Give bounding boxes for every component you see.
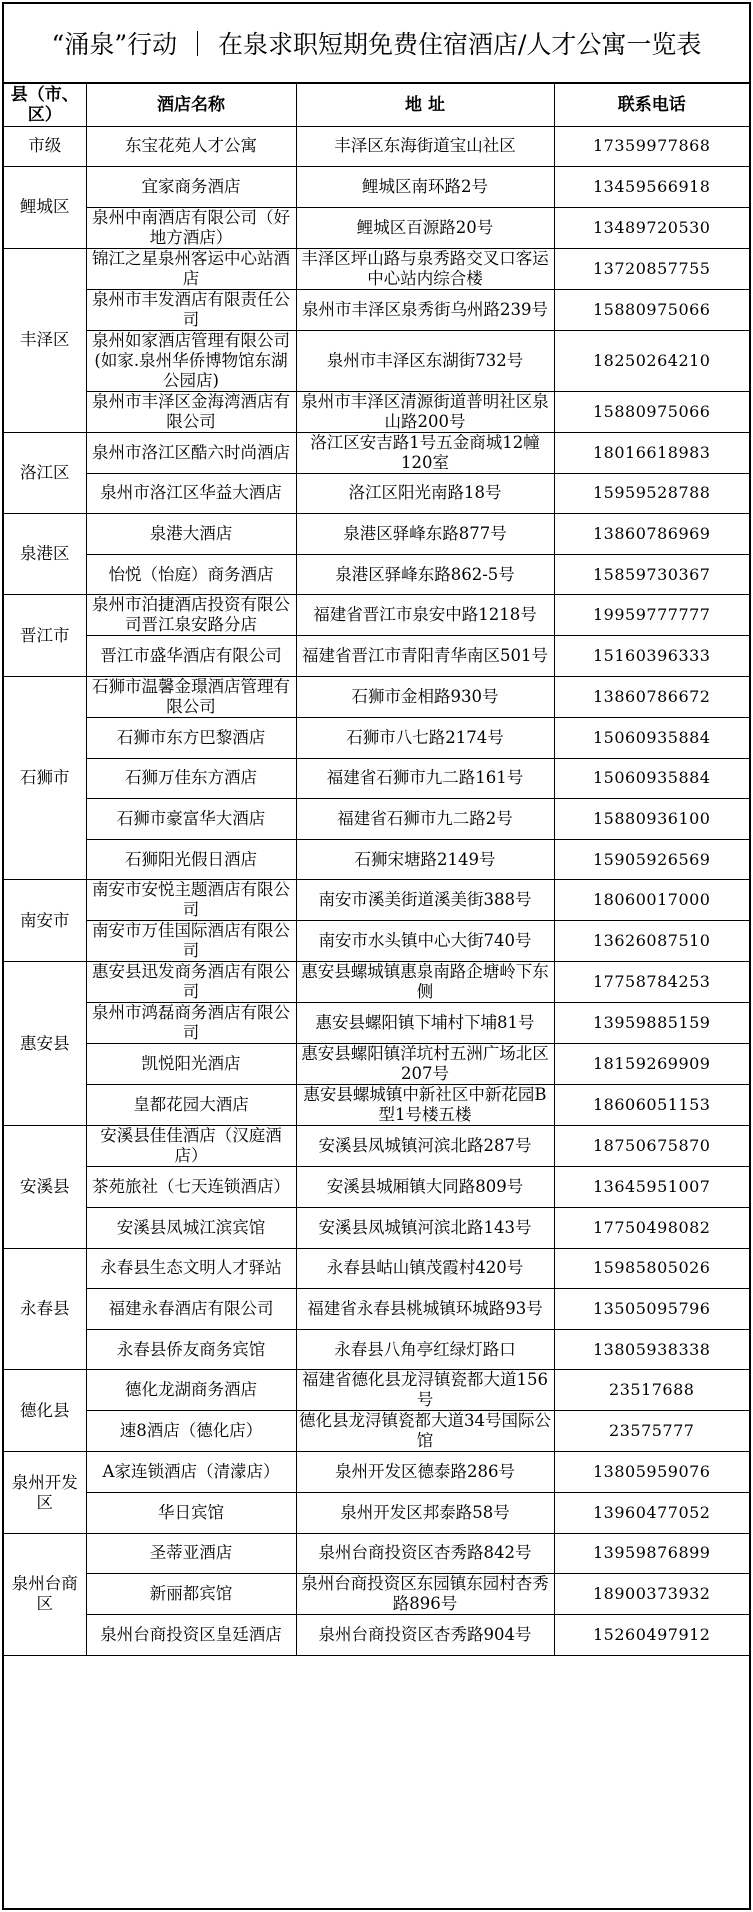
- hotel-name-cell: 凯悦阳光酒店: [86, 1044, 296, 1085]
- table-row: [4, 1452, 749, 1493]
- county-cell: 丰泽区: [4, 248, 86, 432]
- county-cell: 德化县: [4, 1370, 86, 1452]
- phone-cell: 18606051153: [554, 1085, 749, 1126]
- address-cell: 泉州台商投资区东园镇东园村杏秀路896号: [296, 1574, 554, 1615]
- phone-cell: 13959885159: [554, 1003, 749, 1044]
- county-cell: 市级: [4, 126, 86, 167]
- hotel-name-cell: 锦江之星泉州客运中心站酒店: [86, 248, 296, 289]
- phone-cell: 15880975066: [554, 391, 749, 432]
- table-row: [4, 391, 749, 432]
- phone-cell: 23517688: [554, 1370, 749, 1411]
- table-row: [4, 636, 749, 677]
- table-row: [4, 1003, 749, 1044]
- phone-cell: 23575777: [554, 1411, 749, 1452]
- county-cell: 泉港区: [4, 514, 86, 595]
- table-row: [4, 1085, 749, 1126]
- address-cell: 福建省石狮市九二路2号: [296, 799, 554, 840]
- hotel-name-cell: 皇都花园大酒店: [86, 1085, 296, 1126]
- hotel-name-cell: 石狮万佳东方酒店: [86, 758, 296, 799]
- table-row: [4, 1248, 749, 1289]
- hotel-name-cell: 圣蒂亚酒店: [86, 1533, 296, 1574]
- county-cell: 洛江区: [4, 432, 86, 514]
- address-cell: 南安市水头镇中心大街740号: [296, 921, 554, 962]
- table-row: [4, 1208, 749, 1249]
- address-cell: 安溪县城厢镇大同路809号: [296, 1167, 554, 1208]
- address-cell: 福建省永春县桃城镇环城路93号: [296, 1289, 554, 1330]
- county-cell: 永春县: [4, 1248, 86, 1370]
- header-county: 县（市、区）: [4, 84, 86, 126]
- address-cell: 洛江区阳光南路18号: [296, 473, 554, 514]
- header-phone: 联系电话: [554, 84, 749, 126]
- phone-cell: 13860786672: [554, 677, 749, 718]
- hotel-name-cell: 石狮市温馨金璟酒店管理有限公司: [86, 677, 296, 718]
- header-hotel-name: 酒店名称: [86, 84, 296, 126]
- address-cell: 鲤城区百源路20号: [296, 207, 554, 248]
- phone-cell: 13960477052: [554, 1493, 749, 1534]
- phone-cell: 18250264210: [554, 330, 749, 391]
- phone-cell: 15060935884: [554, 718, 749, 759]
- table-row: [4, 595, 749, 636]
- address-cell: 安溪县凤城镇河滨北路143号: [296, 1208, 554, 1249]
- table-row: [4, 289, 749, 330]
- hotel-name-cell: 南安市安悦主题酒店有限公司: [86, 880, 296, 921]
- address-cell: 福建省晋江市泉安中路1218号: [296, 595, 554, 636]
- header-address: 地 址: [296, 84, 554, 126]
- address-cell: 惠安县螺城镇惠泉南路企塘岭下东侧: [296, 962, 554, 1003]
- address-cell: 石狮宋塘路2149号: [296, 839, 554, 880]
- table-body: [4, 126, 749, 1655]
- phone-cell: 18900373932: [554, 1574, 749, 1615]
- address-cell: 惠安县螺阳镇洋坑村五洲广场北区207号: [296, 1044, 554, 1085]
- table-row: [4, 1126, 749, 1167]
- phone-cell: 17750498082: [554, 1208, 749, 1249]
- phone-cell: 13505095796: [554, 1289, 749, 1330]
- county-cell: 石狮市: [4, 677, 86, 880]
- address-cell: 石狮市金相路930号: [296, 677, 554, 718]
- page-title: “涌泉”行动 ｜ 在泉求职短期免费住宿酒店/人才公寓一览表: [4, 4, 749, 84]
- hotel-name-cell: 安溪县佳佳酒店（汉庭酒店）: [86, 1126, 296, 1167]
- phone-cell: 15905926569: [554, 839, 749, 880]
- phone-cell: 15260497912: [554, 1615, 749, 1656]
- hotel-name-cell: 南安市万佳国际酒店有限公司: [86, 921, 296, 962]
- county-cell: 泉州台商区: [4, 1533, 86, 1655]
- county-cell: 晋江市: [4, 595, 86, 677]
- table-row: [4, 921, 749, 962]
- address-cell: 丰泽区东海街道宝山社区: [296, 126, 554, 167]
- county-cell: 惠安县: [4, 962, 86, 1126]
- phone-cell: 13805959076: [554, 1452, 749, 1493]
- hotel-name-cell: 泉港大酒店: [86, 514, 296, 555]
- phone-cell: 13645951007: [554, 1167, 749, 1208]
- phone-cell: 15859730367: [554, 554, 749, 595]
- phone-cell: 15160396333: [554, 636, 749, 677]
- phone-cell: 17359977868: [554, 126, 749, 167]
- table-row: [4, 167, 749, 208]
- hotel-name-cell: 东宝花苑人才公寓: [86, 126, 296, 167]
- address-cell: 泉州市丰泽区清源街道普明社区泉山路200号: [296, 391, 554, 432]
- phone-cell: 18159269909: [554, 1044, 749, 1085]
- hotel-name-cell: 福建永春酒店有限公司: [86, 1289, 296, 1330]
- hotel-name-cell: 泉州市洛江区华益大酒店: [86, 473, 296, 514]
- hotel-name-cell: 晋江市盛华酒店有限公司: [86, 636, 296, 677]
- address-cell: 泉州市丰泽区泉秀街乌州路239号: [296, 289, 554, 330]
- address-cell: 泉州开发区邦泰路58号: [296, 1493, 554, 1534]
- address-cell: 泉州开发区德泰路286号: [296, 1452, 554, 1493]
- hotel-name-cell: 德化龙湖商务酒店: [86, 1370, 296, 1411]
- table-row: [4, 839, 749, 880]
- address-cell: 石狮市八七路2174号: [296, 718, 554, 759]
- address-cell: 鲤城区南环路2号: [296, 167, 554, 208]
- address-cell: 永春县岵山镇茂霞村420号: [296, 1248, 554, 1289]
- hotel-name-cell: 泉州市丰泽区金海湾酒店有限公司: [86, 391, 296, 432]
- phone-cell: 15985805026: [554, 1248, 749, 1289]
- table-row: [4, 1167, 749, 1208]
- hotel-name-cell: 安溪县凤城江滨宾馆: [86, 1208, 296, 1249]
- address-cell: 泉港区驿峰东路877号: [296, 514, 554, 555]
- table-row: [4, 514, 749, 555]
- phone-cell: 18750675870: [554, 1126, 749, 1167]
- hotel-name-cell: 永春县生态文明人才驿站: [86, 1248, 296, 1289]
- document-frame: [2, 2, 751, 1910]
- table-row: [4, 1289, 749, 1330]
- table-row: [4, 1493, 749, 1534]
- hotel-name-cell: 惠安县迅发商务酒店有限公司: [86, 962, 296, 1003]
- hotel-name-cell: 泉州如家酒店管理有限公司(如家.泉州华侨博物馆东湖公园店): [86, 330, 296, 391]
- table-row: [4, 799, 749, 840]
- county-cell: 安溪县: [4, 1126, 86, 1248]
- hotel-name-cell: 怡悦（怡庭）商务酒店: [86, 554, 296, 595]
- phone-cell: 15880936100: [554, 799, 749, 840]
- address-cell: 安溪县凤城镇河滨北路287号: [296, 1126, 554, 1167]
- phone-cell: 13959876899: [554, 1533, 749, 1574]
- table-row: [4, 962, 749, 1003]
- hotel-name-cell: 泉州台商投资区皇廷酒店: [86, 1615, 296, 1656]
- table-row: [4, 207, 749, 248]
- hotel-name-cell: A家连锁酒店（清濛店）: [86, 1452, 296, 1493]
- table-header-row: [4, 84, 749, 126]
- phone-cell: 13459566918: [554, 167, 749, 208]
- county-cell: 泉州开发区: [4, 1452, 86, 1533]
- hotel-name-cell: 石狮市东方巴黎酒店: [86, 718, 296, 759]
- hotel-name-cell: 华日宾馆: [86, 1493, 296, 1534]
- county-cell: 鲤城区: [4, 167, 86, 249]
- table-row: [4, 1370, 749, 1411]
- hotel-name-cell: 新丽都宾馆: [86, 1574, 296, 1615]
- phone-cell: 15060935884: [554, 758, 749, 799]
- phone-cell: 15959528788: [554, 473, 749, 514]
- table-row: [4, 880, 749, 921]
- hotel-name-cell: 石狮市豪富华大酒店: [86, 799, 296, 840]
- table-row: [4, 677, 749, 718]
- table-row: [4, 473, 749, 514]
- hotel-name-cell: 宜家商务酒店: [86, 167, 296, 208]
- table-row: [4, 1615, 749, 1656]
- phone-cell: 13805938338: [554, 1329, 749, 1370]
- table-row: [4, 1329, 749, 1370]
- table-row: [4, 126, 749, 167]
- table-row: [4, 330, 749, 391]
- table-row: [4, 718, 749, 759]
- address-cell: 丰泽区坪山路与泉秀路交叉口客运中心站内综合楼: [296, 248, 554, 289]
- address-cell: 德化县龙浔镇瓷都大道34号国际公馆: [296, 1411, 554, 1452]
- address-cell: 福建省德化县龙浔镇瓷都大道156号: [296, 1370, 554, 1411]
- table-row: [4, 1044, 749, 1085]
- address-cell: 泉州台商投资区杏秀路904号: [296, 1615, 554, 1656]
- table-row: [4, 1411, 749, 1452]
- hotel-name-cell: 泉州市泊捷酒店投资有限公司晋江泉安路分店: [86, 595, 296, 636]
- hotel-name-cell: 泉州市鸿磊商务酒店有限公司: [86, 1003, 296, 1044]
- address-cell: 福建省石狮市九二路161号: [296, 758, 554, 799]
- phone-cell: 13626087510: [554, 921, 749, 962]
- phone-cell: 18016618983: [554, 432, 749, 473]
- phone-cell: 17758784253: [554, 962, 749, 1003]
- address-cell: 惠安县螺城镇中新社区中新花园B型1号楼五楼: [296, 1085, 554, 1126]
- phone-cell: 13860786969: [554, 514, 749, 555]
- address-cell: 福建省晋江市青阳青华南区501号: [296, 636, 554, 677]
- phone-cell: 18060017000: [554, 880, 749, 921]
- table-row: [4, 248, 749, 289]
- address-cell: 泉港区驿峰东路862-5号: [296, 554, 554, 595]
- table-row: [4, 1574, 749, 1615]
- table-row: [4, 554, 749, 595]
- phone-cell: 15880975066: [554, 289, 749, 330]
- phone-cell: 19959777777: [554, 595, 749, 636]
- hotel-name-cell: 泉州市丰发酒店有限责任公司: [86, 289, 296, 330]
- hotel-name-cell: 泉州市洛江区酷六时尚酒店: [86, 432, 296, 473]
- phone-cell: 13720857755: [554, 248, 749, 289]
- hotel-name-cell: 石狮阳光假日酒店: [86, 839, 296, 880]
- address-cell: 泉州市丰泽区东湖街732号: [296, 330, 554, 391]
- hotel-name-cell: 速8酒店（德化店）: [86, 1411, 296, 1452]
- hotel-name-cell: 泉州中南酒店有限公司（好地方酒店）: [86, 207, 296, 248]
- address-cell: 惠安县螺阳镇下埔村下埔81号: [296, 1003, 554, 1044]
- address-cell: 洛江区安吉路1号五金商城12幢120室: [296, 432, 554, 473]
- address-cell: 永春县八角亭红绿灯路口: [296, 1329, 554, 1370]
- phone-cell: 13489720530: [554, 207, 749, 248]
- table-row: [4, 758, 749, 799]
- hotel-name-cell: 永春县侨友商务宾馆: [86, 1329, 296, 1370]
- address-cell: 南安市溪美街道溪美街388号: [296, 880, 554, 921]
- address-cell: 泉州台商投资区杏秀路842号: [296, 1533, 554, 1574]
- hotel-table: [4, 84, 749, 1656]
- table-row: [4, 1533, 749, 1574]
- county-cell: 南安市: [4, 880, 86, 962]
- table-row: [4, 432, 749, 473]
- hotel-name-cell: 茶苑旅社（七天连锁酒店）: [86, 1167, 296, 1208]
